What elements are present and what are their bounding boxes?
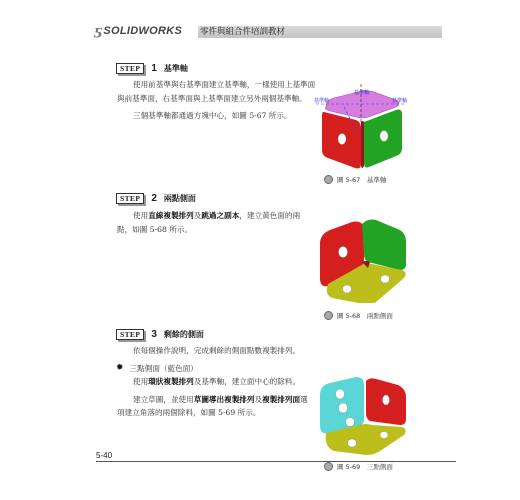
text-line	[117, 209, 317, 223]
caption-text: 圖 5-67 基準軸	[337, 176, 387, 184]
figure-caption	[324, 311, 393, 320]
step-title: 剩餘的側面	[163, 330, 204, 339]
brand-name: SOLIDWORKS	[103, 25, 183, 37]
caption-text: 圖 5-68 兩點側面	[337, 312, 393, 320]
step-2-text	[117, 209, 317, 236]
ds-logo-icon: ƽ	[94, 23, 102, 39]
text-line: 使用前基準與右基準面建立基準軸，一樣使用上基準面	[133, 80, 316, 89]
step-number: 2	[151, 193, 157, 204]
text-line	[117, 375, 317, 389]
camera-icon	[324, 311, 333, 320]
step-3-text	[117, 344, 317, 358]
step-2-heading	[116, 193, 196, 204]
text-line: 三個基準軸都通過方塊中心，如圖 5-67 所示。	[133, 111, 292, 120]
step-3-details	[117, 375, 317, 420]
step-number: 3	[151, 329, 157, 340]
step-number: 1	[151, 63, 157, 74]
text-line: 項建立角落的兩個除料，如圖 5-69 所示。	[117, 408, 261, 417]
feature-name: 草圖導出複製排列	[193, 394, 255, 404]
camera-icon	[324, 462, 333, 471]
step-title: 兩點側面	[163, 194, 196, 203]
text-run: 使用	[133, 211, 149, 220]
feature-name: 直線複製排列	[148, 211, 194, 220]
footer-rule	[96, 461, 456, 462]
text-line	[117, 393, 317, 407]
feature-name: 環狀複製排列	[148, 377, 194, 386]
caption-text: 圖 5-69 三點側面	[337, 463, 393, 471]
text-run: 及基準軸，建立面中心的除料。	[193, 377, 301, 386]
bullet-text: 三點側面（藍色面）	[129, 364, 198, 373]
bullet-three-points	[116, 362, 198, 376]
feature-name: 複製排列面	[262, 394, 301, 404]
text-run: 及	[254, 394, 263, 404]
text-line: 與前基準面，右基準面與上基準面建立另外兩個基準軸。	[117, 93, 307, 103]
book-title: 零件與組合件培訓教材	[200, 27, 286, 37]
step-badge: STEP	[116, 193, 144, 204]
figure-5-69-dice	[306, 367, 416, 455]
text-run: 及	[193, 211, 202, 220]
step-1-heading	[116, 63, 188, 74]
text-run: 使用	[133, 377, 149, 386]
step-badge: STEP	[116, 329, 144, 340]
axis-label: 基準軸	[392, 98, 408, 104]
camera-icon	[324, 175, 333, 184]
text-run: ，建立黃色面的兩	[239, 211, 301, 220]
sun-bullet-icon: ✹	[116, 363, 124, 373]
step-1-text	[117, 78, 317, 123]
axis-label: 基準軸	[354, 90, 370, 96]
figure-5-68-dice	[306, 208, 416, 303]
text-line: 依每個操作說明，完成剩餘的側面點數複製排列。	[133, 346, 301, 355]
figure-caption	[324, 175, 386, 184]
text-line: 點，如圖 5-68 所示。	[117, 224, 193, 234]
page-number: 5-40	[96, 451, 113, 460]
step-badge: STEP	[116, 63, 144, 74]
axis-label: 基準軸	[314, 98, 330, 104]
feature-name: 跳過之副本	[201, 211, 240, 220]
figure-caption	[324, 462, 393, 471]
text-run: 選	[300, 394, 308, 404]
text-run: 建立草圖，並使用	[133, 394, 194, 404]
figure-5-67-dice	[306, 82, 416, 174]
step-title: 基準軸	[163, 64, 188, 73]
step-3-heading	[116, 329, 204, 340]
solidworks-logo	[94, 22, 182, 40]
